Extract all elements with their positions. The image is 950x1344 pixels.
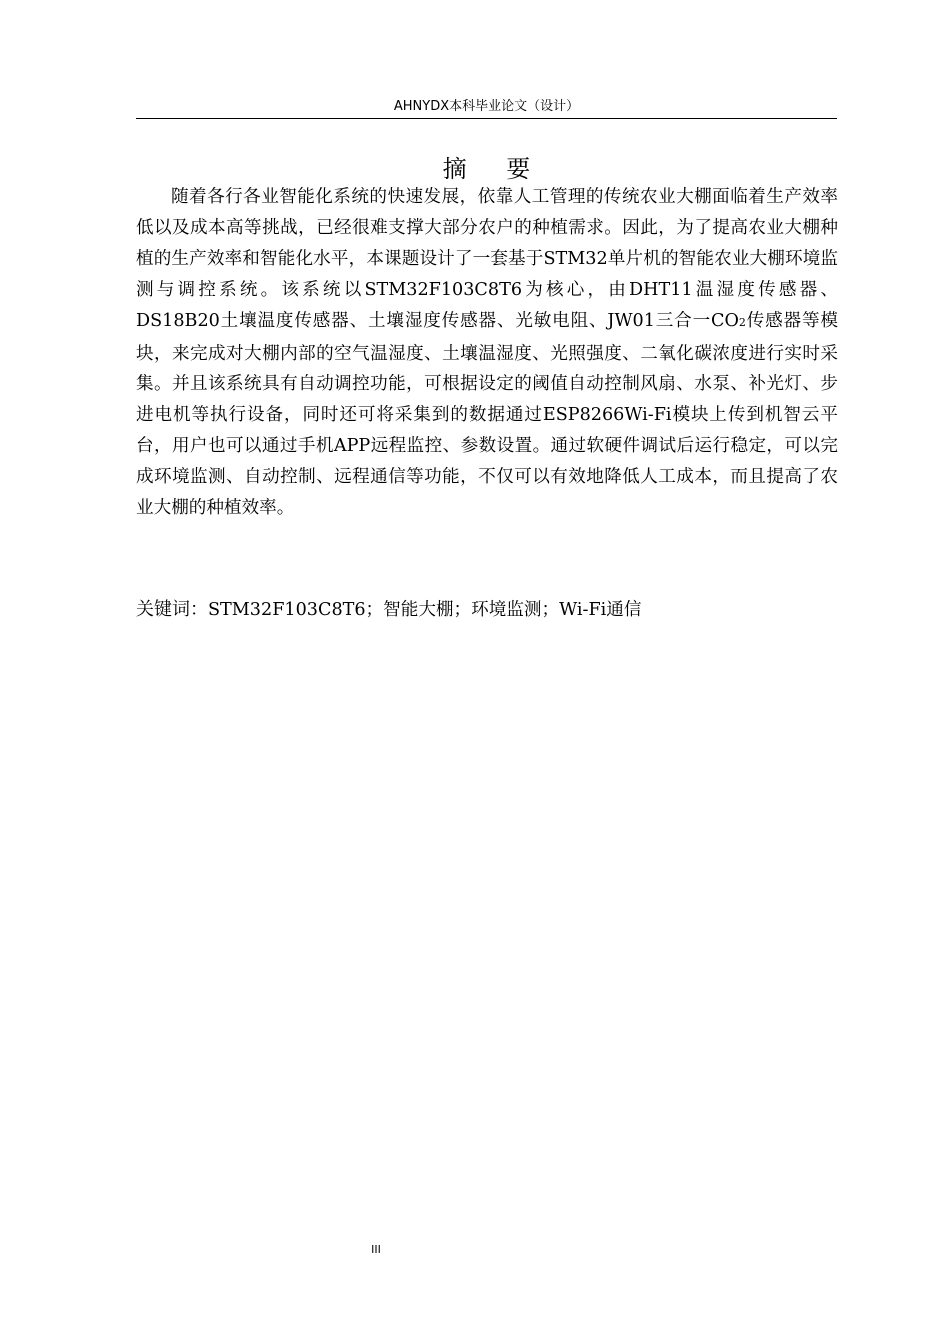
abstract-title: 摘 要 — [442, 155, 547, 183]
co2-subscript: 2 — [738, 315, 746, 329]
keywords-label: 关键词： — [136, 599, 208, 620]
abstract-body-text-1: 随着各行各业智能化系统的快速发展，依靠人工管理的传统农业大棚面临着生产效率低以及成本高等挑战，已经很难支撑大部分农户的种植需求。因此，为了提高农业大棚种植的生产效率和智能化水平，本课题设计了一套基于STM32单片机的智能农业大棚环境监测与调控系统。该系统以STM32F103C8T6为核心，由DHT11温湿度传感器、DS18B20土壤温度传感器、土壤湿度传感器、光敏电阻、JW01三合一CO — [136, 187, 838, 331]
abstract-body — [136, 182, 838, 524]
keywords-value: STM32F103C8T6；智能大棚；环境监测；Wi-Fi通信 — [208, 600, 642, 620]
page-number: III — [371, 1243, 381, 1256]
keywords — [136, 595, 837, 625]
page-header-text: AHNYDX本科毕业论文（设计） — [393, 99, 580, 114]
abstract-body-text-2: 传感器等模块，来完成对大棚内部的空气温湿度、土壤温湿度、光照强度、二氧化碳浓度进行实时采集。并且该系统具有自动调控功能，可根据设定的阈值自动控制风扇、水泵、补光灯、步进电机等执行设备，同时还可将采集到的数据通过ESP8266Wi-Fi模块上传到机智云平台，用户也可以通过手机APP远程监控、参数设置。通过软硬件调试后运行稳定，可以完成环境监测、自动控制、远程通信等功能，不仅可以有效地降低人工成本，而且提高了农业大棚的种植效率。 — [136, 310, 838, 519]
page-header — [136, 98, 837, 119]
